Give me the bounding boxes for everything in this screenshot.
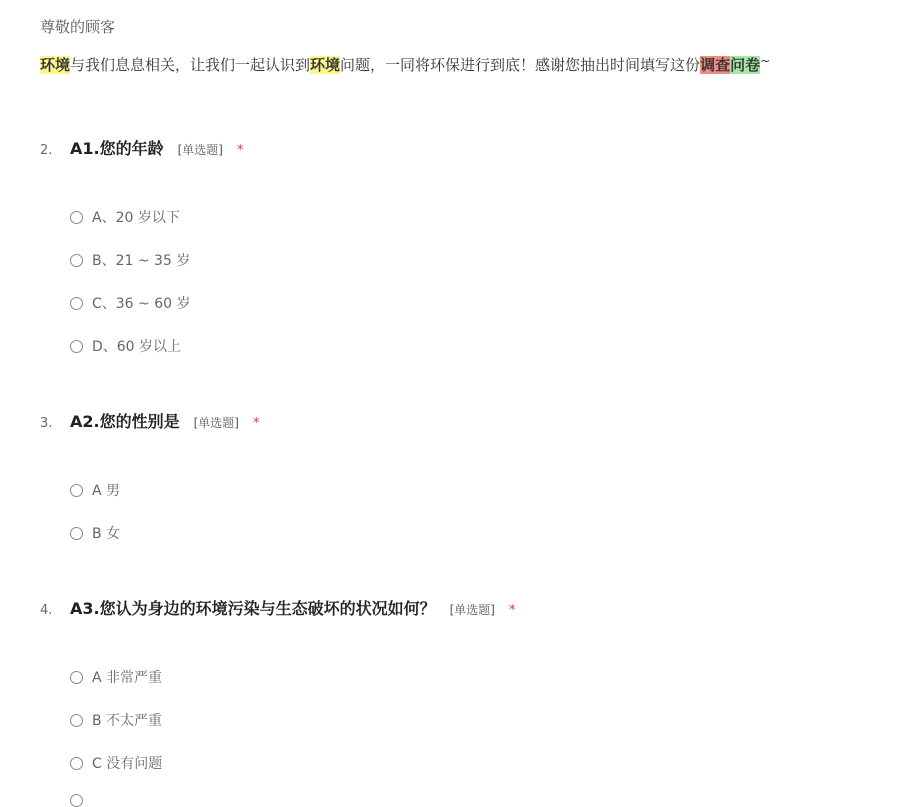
option-partial-cutoff[interactable] bbox=[70, 794, 92, 807]
radio-button[interactable] bbox=[70, 527, 83, 540]
required-marker: * bbox=[508, 603, 516, 618]
option-label: C 没有问题 bbox=[92, 756, 163, 772]
required-marker: * bbox=[252, 416, 260, 431]
option-age-under-20[interactable] bbox=[70, 207, 180, 227]
question-type-tag: [单选题] bbox=[193, 416, 239, 430]
radio-button[interactable] bbox=[70, 757, 83, 770]
question-type-tag: [单选题] bbox=[449, 603, 495, 617]
option-label: B 不太严重 bbox=[92, 713, 163, 729]
option-age-over-60[interactable] bbox=[70, 336, 181, 356]
required-marker: * bbox=[236, 143, 244, 158]
question-number: 3. bbox=[40, 416, 53, 431]
intro-segment: 与我们息息相关，让我们一起认识到 bbox=[70, 56, 311, 74]
option-no-problem[interactable] bbox=[70, 753, 162, 773]
option-gender-male[interactable] bbox=[70, 480, 120, 500]
radio-button[interactable] bbox=[70, 297, 83, 310]
option-label: A 非常严重 bbox=[92, 670, 163, 686]
keyword-survey: 调查 bbox=[700, 56, 731, 74]
option-label: D、60 岁以上 bbox=[92, 339, 182, 355]
question-title: A2.您的性别是 bbox=[70, 412, 180, 431]
option-label: C、36 ~ 60 岁 bbox=[92, 296, 191, 312]
keyword-environment: 环境 bbox=[40, 56, 71, 74]
option-not-serious[interactable] bbox=[70, 710, 162, 730]
radio-button[interactable] bbox=[70, 211, 83, 224]
radio-button[interactable] bbox=[70, 671, 83, 684]
option-label: A 男 bbox=[92, 483, 121, 499]
option-label: A、20 岁以下 bbox=[92, 210, 180, 226]
radio-button[interactable] bbox=[70, 484, 83, 497]
option-label: B 女 bbox=[92, 526, 121, 542]
question-4-header bbox=[40, 596, 515, 619]
question-title: A3.您认为身边的环境污染与生态破坏的状况如何？ bbox=[70, 599, 436, 618]
tilde-mark: ~ bbox=[760, 54, 771, 68]
question-number: 2. bbox=[40, 143, 53, 158]
option-very-serious[interactable] bbox=[70, 667, 162, 687]
intro-segment: 问题，一同将环保进行到底！感谢您抽出时间填写这份 bbox=[340, 56, 701, 74]
radio-button[interactable] bbox=[70, 340, 83, 353]
question-number: 4. bbox=[40, 603, 53, 618]
option-age-21-35[interactable] bbox=[70, 250, 190, 270]
radio-button[interactable] bbox=[70, 254, 83, 267]
keyword-questionnaire: 问卷 bbox=[730, 56, 761, 74]
question-3-header bbox=[40, 409, 259, 432]
intro-text bbox=[40, 54, 770, 75]
radio-button[interactable] bbox=[70, 794, 83, 807]
question-2-header bbox=[40, 136, 243, 159]
option-gender-female[interactable] bbox=[70, 523, 120, 543]
greeting-text: 尊敬的顾客 bbox=[40, 18, 116, 36]
keyword-environment: 环境 bbox=[310, 56, 341, 74]
option-label: B、21 ~ 35 岁 bbox=[92, 253, 191, 269]
radio-button[interactable] bbox=[70, 714, 83, 727]
option-age-36-60[interactable] bbox=[70, 293, 191, 313]
question-title: A1.您的年龄 bbox=[70, 139, 164, 158]
question-type-tag: [单选题] bbox=[177, 143, 223, 157]
